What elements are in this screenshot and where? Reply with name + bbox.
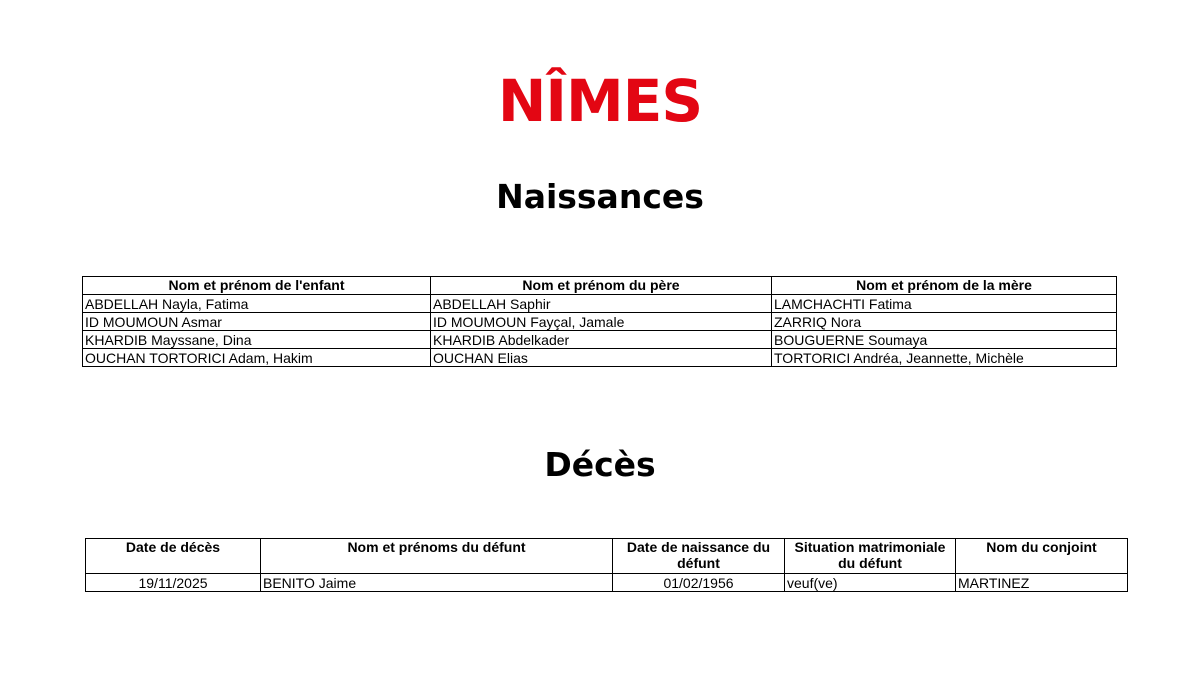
father-name-cell: ABDELLAH Saphir <box>431 295 772 313</box>
table-row <box>83 331 1117 349</box>
city-logo: NÎMES <box>497 67 703 135</box>
child-name-cell: OUCHAN TORTORICI Adam, Hakim <box>83 349 431 367</box>
marital-status-cell: veuf(ve) <box>785 574 956 592</box>
column-header-father-name: Nom et prénom du père <box>431 277 772 295</box>
deceased-name-cell: BENITO Jaime <box>261 574 613 592</box>
death-date-cell: 19/11/2025 <box>86 574 261 592</box>
column-header-marital-status: Situation matrimoniale du défunt <box>785 539 956 574</box>
deaths-table <box>85 538 1128 592</box>
spouse-name-cell: MARTINEZ <box>956 574 1128 592</box>
mother-name-cell: LAMCHACHTI Fatima <box>772 295 1117 313</box>
column-header-spouse-name: Nom du conjoint <box>956 539 1128 574</box>
table-row <box>86 574 1128 592</box>
column-header-child-name: Nom et prénom de l'enfant <box>83 277 431 295</box>
birth-date-cell: 01/02/1956 <box>613 574 785 592</box>
mother-name-cell: BOUGUERNE Soumaya <box>772 331 1117 349</box>
child-name-cell: ABDELLAH Nayla, Fatima <box>83 295 431 313</box>
table-row <box>83 295 1117 313</box>
table-row <box>83 313 1117 331</box>
column-header-mother-name: Nom et prénom de la mère <box>772 277 1117 295</box>
father-name-cell: KHARDIB Abdelkader <box>431 331 772 349</box>
column-header-birth-date: Date de naissance du défunt <box>613 539 785 574</box>
mother-name-cell: ZARRIQ Nora <box>772 313 1117 331</box>
father-name-cell: OUCHAN Elias <box>431 349 772 367</box>
mother-name-cell: TORTORICI Andréa, Jeannette, Michèle <box>772 349 1117 367</box>
deaths-section-title: Décès <box>544 445 656 484</box>
births-table <box>82 276 1117 367</box>
father-name-cell: ID MOUMOUN Fayçal, Jamale <box>431 313 772 331</box>
table-row <box>83 349 1117 367</box>
births-section-title: Naissances <box>496 177 704 216</box>
column-header-deceased-name: Nom et prénoms du défunt <box>261 539 613 574</box>
births-header-row <box>83 277 1117 295</box>
deaths-header-row <box>86 539 1128 574</box>
column-header-death-date: Date de décès <box>86 539 261 574</box>
child-name-cell: KHARDIB Mayssane, Dina <box>83 331 431 349</box>
child-name-cell: ID MOUMOUN Asmar <box>83 313 431 331</box>
